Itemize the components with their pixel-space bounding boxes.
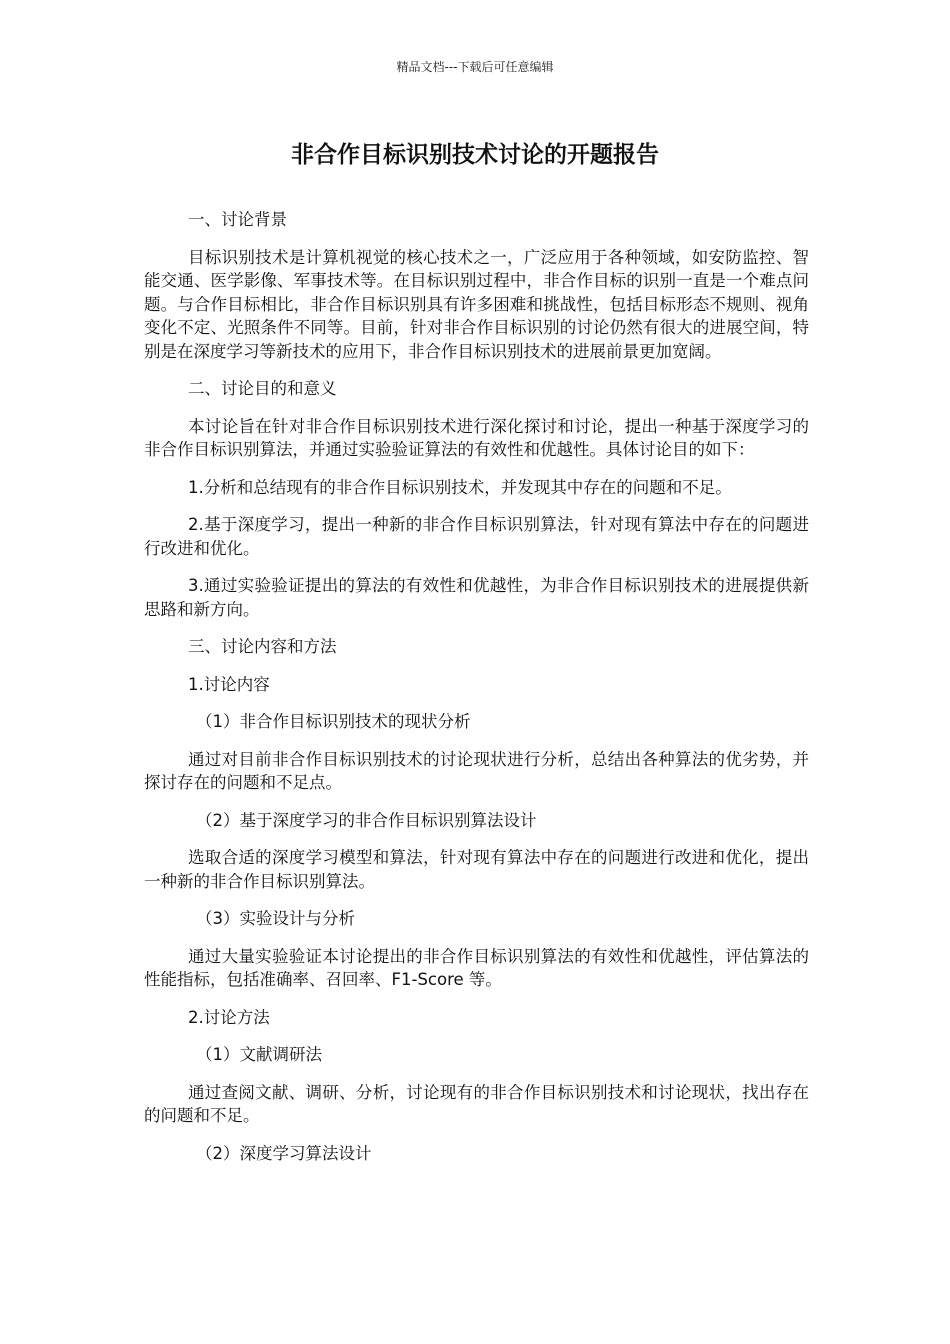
body-paragraph: 选取合适的深度学习模型和算法，针对现有算法中存在的问题进行改进和优化，提出一种新的非合作目标识别算法。 — [144, 848, 809, 891]
body-paragraph: 三、讨论内容和方法 — [188, 637, 337, 656]
body-paragraph: （2）深度学习算法设计 — [196, 1143, 372, 1163]
body-paragraph: 2.讨论方法 — [188, 1007, 270, 1027]
body-paragraph: 2.基于深度学习，提出一种新的非合作目标识别算法，针对现有算法中存在的问题进行改进和优化。 — [144, 515, 809, 558]
body-paragraph: （1）非合作目标识别技术的现状分析 — [196, 712, 471, 731]
body-paragraph: 1.讨论内容 — [188, 674, 270, 694]
body-paragraph: 一、讨论背景 — [188, 210, 287, 229]
document-title: 非合作目标识别技术讨论的开题报告 — [291, 142, 659, 168]
document-body — [144, 208, 809, 1179]
body-paragraph: 通过查阅文献、调研、分析，讨论现有的非合作目标识别技术和讨论现状，找出存在的问题和不足。 — [144, 1082, 809, 1125]
header-note: 精品文档---下载后可任意编辑 — [396, 60, 554, 74]
body-paragraph: （2）基于深度学习的非合作目标识别算法设计 — [196, 810, 537, 830]
body-paragraph: （1）文献调研法 — [196, 1045, 322, 1064]
body-paragraph: 本讨论旨在针对非合作目标识别技术进行深化探讨和讨论，提出一种基于深度学习的非合作目标识别算法，并通过实验验证算法的有效性和优越性。具体讨论目的如下： — [144, 416, 809, 459]
body-paragraph: 二、讨论目的和意义 — [188, 379, 337, 398]
body-paragraph: 1.分析和总结现有的非合作目标识别技术，并发现其中存在的问题和不足。 — [188, 477, 732, 497]
body-paragraph: （3）实验设计与分析 — [196, 909, 355, 928]
body-paragraph: 通过对目前非合作目标识别技术的讨论现状进行分析，总结出各种算法的优劣势，并探讨存在的问题和不足点。 — [144, 749, 809, 792]
body-paragraph: 目标识别技术是计算机视觉的核心技术之一，广泛应用于各种领域，如安防监控、智能交通、医学影像、军事技术等。在目标识别过程中，非合作目标的识别一直是一个难点问题。与合作目标相比，非合作目标识别具有许多困难和挑战性，包括目标形态不规则、视角变化不定、光照条件不同等。目前，针对非合作目标识别的讨论仍然有很大的进展空间，特别是在深度学习等新技术的应用下，非合作目标识别技术的进展前景更加宽阔。 — [144, 247, 809, 361]
body-paragraph: 3.通过实验验证提出的算法的有效性和优越性，为非合作目标识别技术的进展提供新思路和新方向。 — [144, 576, 809, 619]
body-paragraph: 通过大量实验验证本讨论提出的非合作目标识别算法的有效性和优越性，评估算法的性能指标，包括准确率、召回率、F1-Score 等。 — [144, 946, 809, 989]
